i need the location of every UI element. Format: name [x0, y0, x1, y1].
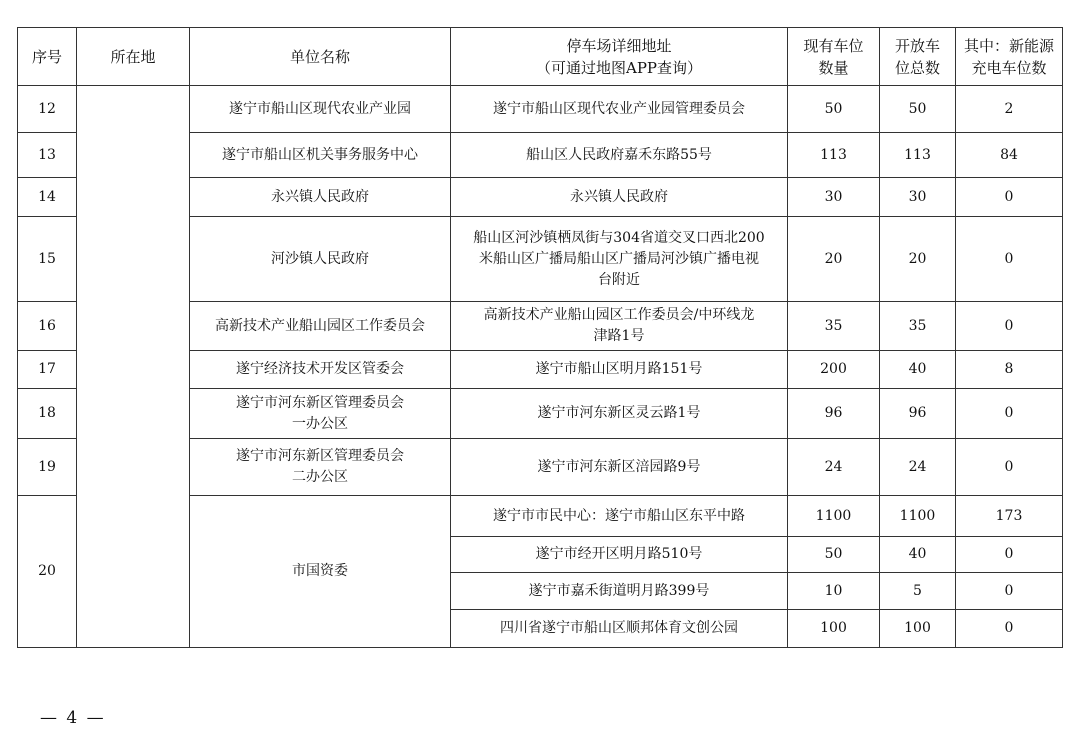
- parking-table-container: [17, 27, 1062, 648]
- cell-open: 100: [880, 610, 956, 648]
- cell-unit: 永兴镇人民政府: [190, 178, 451, 217]
- cell-address-line1: 高新技术产业船山园区工作委员会/中环线龙: [483, 307, 755, 323]
- cell-open: 35: [880, 302, 956, 351]
- cell-address: 遂宁市市民中心：遂宁市船山区东平中路: [451, 496, 788, 537]
- cell-seq: 12: [18, 86, 77, 133]
- cell-unit: 高新技术产业船山园区工作委员会: [190, 302, 451, 351]
- cell-address: 遂宁市船山区明月路151号: [451, 351, 788, 389]
- cell-seq: 18: [18, 389, 77, 439]
- cell-unit: 河沙镇人民政府: [190, 217, 451, 302]
- cell-ev: 0: [956, 610, 1063, 648]
- cell-spaces: 100: [788, 610, 880, 648]
- cell-address: 四川省遂宁市船山区顺邦体育文创公园: [451, 610, 788, 648]
- header-ev-line1: 其中：新能源: [963, 36, 1054, 55]
- cell-ev: 8: [956, 351, 1063, 389]
- cell-spaces: 50: [788, 86, 880, 133]
- cell-seq: 14: [18, 178, 77, 217]
- cell-unit: 遂宁经济技术开发区管委会: [190, 351, 451, 389]
- cell-address-line3: 台附近: [598, 271, 640, 288]
- cell-spaces: 113: [788, 133, 880, 178]
- cell-address: 遂宁市河东新区涪园路9号: [451, 439, 788, 496]
- header-unit: 单位名称: [190, 28, 451, 86]
- cell-unit-line1: 遂宁市河东新区管理委员会: [236, 448, 404, 464]
- cell-open: 96: [880, 389, 956, 439]
- cell-open: 24: [880, 439, 956, 496]
- cell-open: 40: [880, 537, 956, 573]
- cell-seq: 16: [18, 302, 77, 351]
- header-open-line2: 位总数: [894, 58, 940, 77]
- cell-unit: 遂宁市船山区现代农业产业园: [190, 86, 451, 133]
- cell-unit: [190, 389, 451, 439]
- cell-unit: 遂宁市船山区机关事务服务中心: [190, 133, 451, 178]
- cell-unit-line2: 一办公区: [292, 415, 348, 432]
- cell-spaces: 200: [788, 351, 880, 389]
- cell-open: 40: [880, 351, 956, 389]
- header-open: [880, 28, 956, 86]
- cell-spaces: 35: [788, 302, 880, 351]
- cell-address: 遂宁市河东新区灵云路1号: [451, 389, 788, 439]
- cell-open: 20: [880, 217, 956, 302]
- header-spaces-line1: 现有车位: [803, 36, 864, 55]
- cell-ev: 0: [956, 178, 1063, 217]
- cell-unit: 市国资委: [190, 496, 451, 648]
- cell-seq: 20: [18, 496, 77, 648]
- cell-address-line2: 津路1号: [593, 328, 645, 344]
- cell-spaces: 50: [788, 537, 880, 573]
- cell-ev: 0: [956, 439, 1063, 496]
- cell-open: 30: [880, 178, 956, 217]
- cell-location-merged: [77, 86, 190, 648]
- header-row: [18, 28, 1063, 86]
- cell-address: [451, 217, 788, 302]
- table-row: [18, 86, 1063, 133]
- page-number: — 4 —: [40, 708, 106, 728]
- cell-ev: 173: [956, 496, 1063, 537]
- cell-open: 5: [880, 573, 956, 610]
- header-ev-line2: 充电车位数: [971, 58, 1047, 77]
- header-spaces: [788, 28, 880, 86]
- cell-ev: 2: [956, 86, 1063, 133]
- cell-ev: 0: [956, 389, 1063, 439]
- cell-unit-line1: 遂宁市河东新区管理委员会: [236, 394, 404, 411]
- cell-address-line2: 米船山区广播局船山区广播局河沙镇广播电视: [479, 250, 759, 267]
- cell-spaces: 96: [788, 389, 880, 439]
- cell-address: 船山区人民政府嘉禾东路55号: [451, 133, 788, 178]
- cell-unit: [190, 439, 451, 496]
- cell-address: 永兴镇人民政府: [451, 178, 788, 217]
- cell-spaces: 1100: [788, 496, 880, 537]
- cell-spaces: 24: [788, 439, 880, 496]
- header-ev: [956, 28, 1063, 86]
- parking-table: [17, 27, 1063, 648]
- cell-ev: 0: [956, 302, 1063, 351]
- cell-seq: 17: [18, 351, 77, 389]
- cell-open: 50: [880, 86, 956, 133]
- cell-spaces: 10: [788, 573, 880, 610]
- cell-address: [451, 302, 788, 351]
- cell-unit-line2: 二办公区: [292, 469, 348, 485]
- cell-ev: 0: [956, 573, 1063, 610]
- header-address-line1: 停车场详细地址: [566, 36, 672, 55]
- cell-ev: 0: [956, 537, 1063, 573]
- cell-seq: 19: [18, 439, 77, 496]
- header-address: [451, 28, 788, 86]
- cell-ev: 0: [956, 217, 1063, 302]
- cell-address: 遂宁市船山区现代农业产业园管理委员会: [451, 86, 788, 133]
- cell-spaces: 20: [788, 217, 880, 302]
- cell-ev: 84: [956, 133, 1063, 178]
- cell-seq: 15: [18, 217, 77, 302]
- cell-open: 113: [880, 133, 956, 178]
- cell-seq: 13: [18, 133, 77, 178]
- cell-address: 遂宁市经开区明月路510号: [451, 537, 788, 573]
- header-seq: 序号: [18, 28, 77, 86]
- cell-spaces: 30: [788, 178, 880, 217]
- cell-address-line1: 船山区河沙镇栖凤街与304省道交叉口西北200: [473, 229, 765, 246]
- header-location: 所在地: [77, 28, 190, 86]
- cell-open: 1100: [880, 496, 956, 537]
- header-spaces-line2: 数量: [818, 58, 849, 77]
- cell-address: 遂宁市嘉禾街道明月路399号: [451, 573, 788, 610]
- header-address-line2: （可通过地图APP查询）: [535, 58, 703, 77]
- header-open-line1: 开放车: [894, 36, 940, 55]
